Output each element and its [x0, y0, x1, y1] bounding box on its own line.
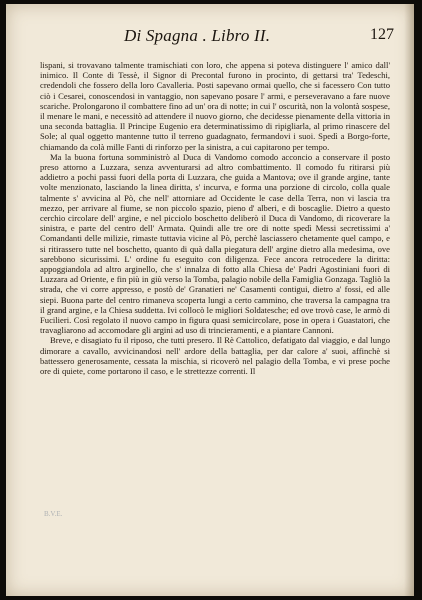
paragraph-3: Breve, e disagiato fu il riposo, che tutti presero. Il Rè Cattolico, defatigato dal viaggio, e dal lungo dimorare a cavallo, avvicinandosi nell' ardore della battaglia, per dar calore a' suoi, affinchè si battessero generosamente, cessata la mischia, si ricoverò nel palagio della Tomba, e vi prese poche ore di quiete, come portarono il caso, e le strettezze correnti. Il	[40, 335, 390, 377]
body-text	[40, 60, 390, 376]
page-edge-shadow	[404, 4, 414, 596]
page-header	[124, 26, 394, 46]
running-head: Di Spagna . Libro II.	[124, 26, 271, 45]
page-number: 127	[370, 26, 394, 43]
paragraph-1: lispani, si trovavano talmente tramischiati con loro, che appena si poteva distinguere l' amico dall' inimico. Il Conte di Tessè, il Signor di Precontal furono in procinto, di gettarsi tra' Tedeschi, credendoli che fossero della loro Cavalleria. Posti sapevano ormai quello, che si facessero Con tutto ciò i Cesarei, conoscendosi in vantaggio, non sapevano posare l' armi, e perseveravano a fare nuove scariche. Prolongarono il combattere fino ad un' ora di notte; in cui l' oscurità, non la volontà sospese, il menare le mani, e necessitò ad attendere il nuovo giorno, che decidesse pienamente della vittoria in una seconda battaglia. Il Principe Eugenio era determinatissimo di ripigliarla, al primo rinascere del Sole; al qual oggetto mantenne tutto il terreno guadagnato, fermandovi i suoi. Spedì a Borgo-forte, chiamando da colà mille Fanti di rinforzo per la sinistra, a cui capitarono per tempo.	[40, 60, 390, 152]
book-page	[6, 4, 414, 596]
paragraph-2: Ma la buona fortuna somministrò al Duca di Vandomo comodo acconcio a conservare il posto preso attorno a Luzzara, senza avventurarsi ad altro combattimento. Il comodo fu ritirarsi più addietro a pochi passi fuori della porta di Luzzara, che guida a Mantova; ove il grande argine, tante volte menzionato, lasciando la linea diritta, s' incurva, e forma una porzione di circolo, colla quale talmente s' avvicina al Pò, che nell' attorniare ad Occidente le case della Terra, non vi lascia tra mezzo, per arrivare al fiume, se non piccolo spazio, pieno d' alberi, e di boscaglie. Dietro a questo cerchio circolare dell' argine, e nel picciolo boschetto deliberò il Duca di Vandomo, di ricoverare la sinistra, e parte del centro dell' Armata. Quindi alle tre ore di notte spedì Messi secretissimi a' Comandanti delle milizie, rimaste tuttavia vicine al Pò, perchè lasciassero chetamente quel campo, e si ritirassero tutte nel boschetto, quanto di quà dalla piegatura dell' argine dietro alla medesima, ove sarebbono sicurissimi. L' ordine fu eseguito con diligenza. Fece ancora retrocedere la diritta: appoggiandola ad altro arginello, che s' innalza di fotto alla Chiesa de' Padri Agostiniani fuori di Luzzara ad Oriente, e fin più in giù verso la Tomba, palagio nobile della Famiglia Gonzaga. Tagliò la strada, che vi corre appresso, e postò de' Granatieri ne' Casamenti contigui, dietro a' fossi, ed alle siepi. Buona parte del centro rimaneva scoperta lungi a certo cammino, che traversa la campagna tra il grand argine, e la Chiesa suddetta. Ivi collocò le migliori Soldatesche; ed ove trovò case, le armò di Fucilieri. Così regolato il nuovo campo in figura quasi semicircolare, pose in opera i Guastatori, che travagliarono ad accomodare gli argini ad uso di trincieramenti, e a piantare Cannoni.	[40, 151, 390, 336]
library-stamp: B.V.E.	[44, 510, 63, 518]
